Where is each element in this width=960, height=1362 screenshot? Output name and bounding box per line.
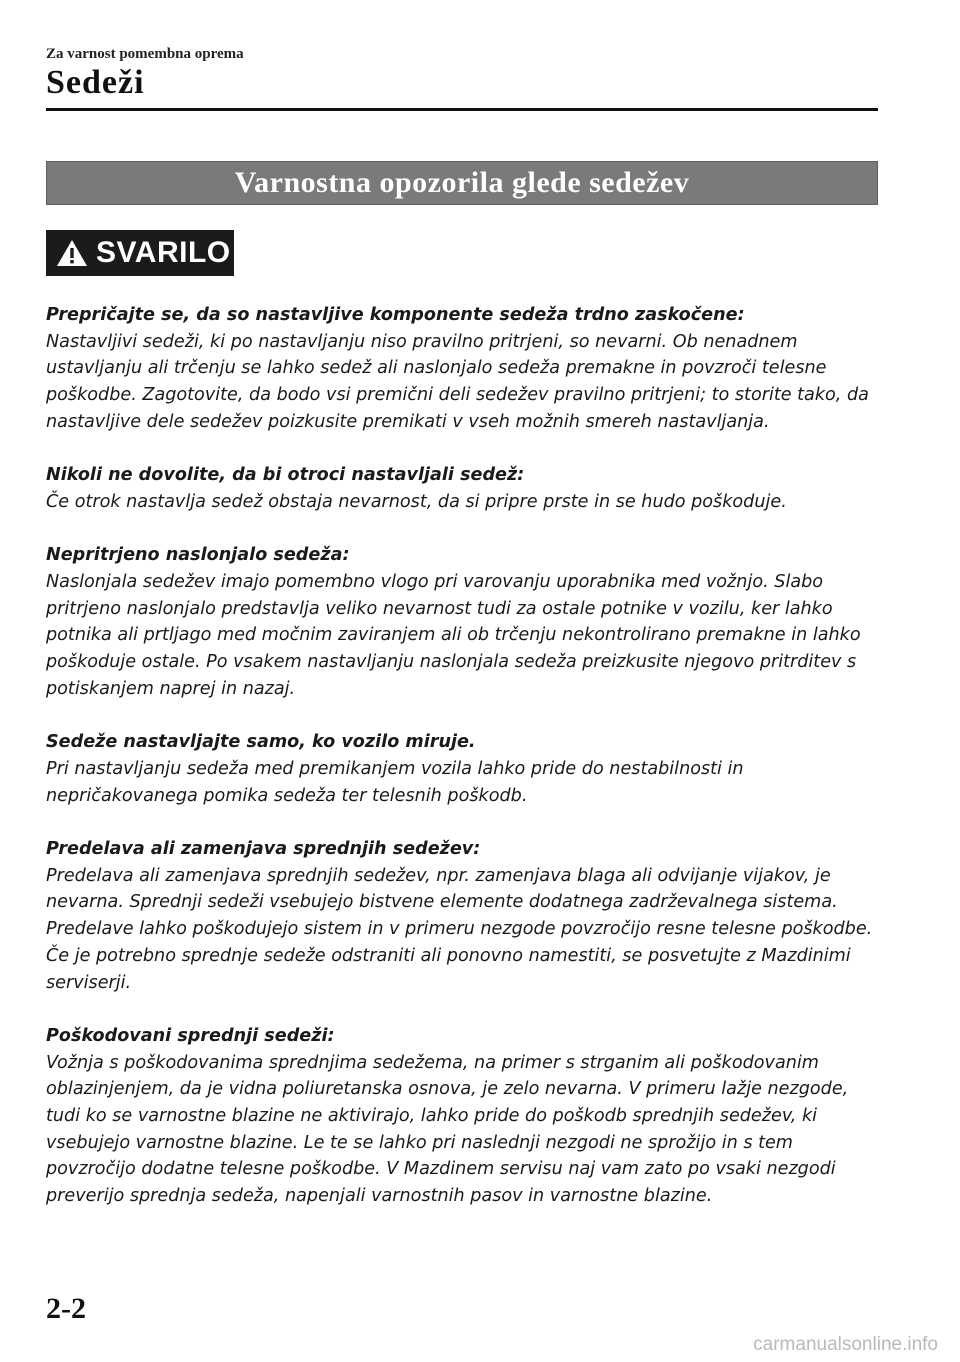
warning-badge (46, 230, 234, 276)
watermark: carmanualsonline.info (753, 1334, 938, 1355)
header-section-label: Za varnost pomembna oprema (46, 46, 244, 62)
block-body: Vožnja s poškodovanima sprednjima sedežema, na primer s strganim ali poškodovanim oblazinjenjem, da je vidna poliuretanska osnova, je zelo nevarna. V primeru lažje nezgode, tudi ko se varnostne blazine ne aktivirajo, lahko pride do poškodb sprednjih sedežev, ki vsebujejo varnostne blazine. Le te se lahko pri naslednji nezgodi ne sprožijo in s tem povzročijo dodatne telesne poškodbe. V Mazdinem servisu naj vam zato po vsaki nezgodi preverijo sprednja sedeža, napenjali varnostnih pasov in varnostne blazine. (46, 1052, 849, 1207)
header-divider (46, 108, 878, 111)
block-body: Če otrok nastavlja sedež obstaja nevarnost, da si pripre prste in se hudo poškoduje. (46, 491, 787, 512)
block-heading: Nikoli ne dovolite, da bi otroci nastavljali sedež: (46, 465, 525, 486)
warning-block (46, 1023, 882, 1210)
block-heading: Poškodovani sprednji sedeži: (46, 1025, 335, 1046)
block-body: Naslonjala sedežev imajo pomembno vlogo pri varovanju uporabnika med vožnjo. Slabo pritrjeno naslonjalo predstavlja veliko nevarnost tudi za ostale potnike v vozilu, ker lahko potnika ali prtljago med močnim zaviranjem ali ob trčenju nekontrolirano premakne in lahko poškoduje ostale. Po vsakem nastavljanju naslonjala sedeža preizkusite njegovo pritrditev s potiskanjem naprej in nazaj. (46, 572, 861, 699)
warning-block (46, 729, 882, 809)
block-body: Predelava ali zamenjava sprednjih sedežev, npr. zamenjava blaga ali odvijanje vijakov, je nevarna. Sprednji sedeži vsebujejo bistvene elemente dodatnega zadrževalnega sistema. Predelave lahko poškodujejo sistem in v primeru nezgode povzročijo resne telesne poškodbe. Če je potrebno sprednje sedeže odstraniti ali ponovno namestiti, se posvetujte z Mazdinimi serviserji. (46, 865, 873, 993)
warning-content (46, 302, 882, 1237)
warning-block (46, 542, 882, 702)
block-body: Nastavljivi sedeži, ki po nastavljanju niso pravilno pritrjeni, so nevarni. Ob nenadnem ustavljanju ali trčenju se lahko sedež ali naslonjalo sedeža premakne in povzroči telesne poškodbe. Zagotovite, da bodo vsi premični deli sedežev pravilno pritrjeni; to storite tako, da nastavljive dele sedežev poizkusite premikati v vseh možnih smereh nastavljanja. (46, 331, 869, 432)
page-number: 2-2 (46, 1292, 86, 1325)
block-heading: Prepričajte se, da so nastavljive komponente sedeža trdno zaskočene: (46, 305, 745, 325)
warning-block (46, 836, 882, 996)
warning-triangle-icon (56, 239, 88, 267)
warning-block (46, 302, 882, 436)
page-title: Sedeži (46, 64, 145, 101)
warning-label: SVARILO (96, 236, 231, 269)
block-heading: Predelava ali zamenjava sprednjih sedežev: (46, 839, 481, 859)
block-body: Pri nastavljanju sedeža med premikanjem vozila lahko pride do nestabilnosti in nepričakovanega pomika sedeža ter telesnih poškodb. (46, 758, 744, 806)
block-heading: Sedeže nastavljajte samo, ko vozilo miruje. (46, 732, 476, 753)
warning-block (46, 462, 882, 515)
section-title: Varnostna opozorila glede sedežev (234, 166, 690, 199)
block-heading: Nepritrjeno naslonjalo sedeža: (46, 545, 350, 566)
section-title-bar (46, 161, 878, 205)
